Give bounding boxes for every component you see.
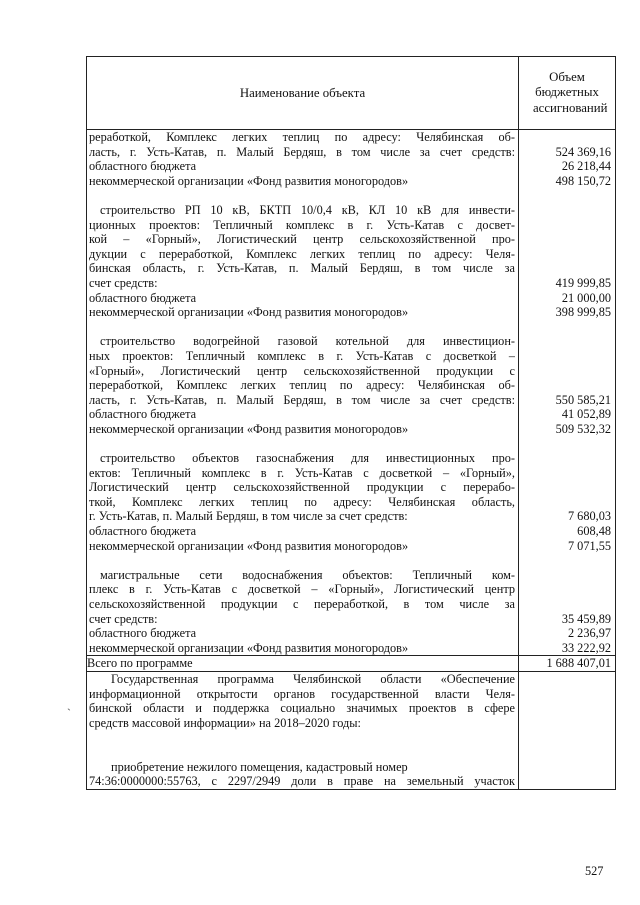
budget-amount: 524 369,16	[555, 144, 611, 159]
budget-amount: 2 236,97	[567, 626, 611, 641]
table-row-total	[87, 656, 616, 672]
object-description-line: областного бюджета	[89, 524, 197, 539]
amount-spacer	[521, 203, 611, 218]
section-gap	[521, 553, 611, 568]
object-description-line: строительство объектов газоснабжения для инвестиционных про-	[100, 451, 515, 466]
page-number: 527	[585, 864, 604, 878]
object-description-line: приобретение нежилого помещения, кадастровый номер	[111, 759, 408, 774]
amount-spacer	[521, 261, 611, 276]
budget-table	[86, 56, 616, 790]
header-budget-amount-text: Объем бюджетных ассигнований	[533, 69, 608, 115]
object-description-line: строительство РП 10 кВ, БКТП 10/0,4 кВ, КЛ 10 кВ для инвести-	[100, 202, 515, 217]
budget-amount: 398 999,85	[555, 305, 611, 320]
amount-spacer	[521, 597, 611, 612]
program-title-line: Государственная программа Челябинской области «Обеспечение	[111, 671, 515, 686]
next-program-amount-cell	[519, 671, 616, 789]
object-description-line: ектов: Тепличный комплекс в г. Усть-Катав с досветкой – «Горный»,	[89, 465, 515, 480]
budget-amount: 498 150,72	[555, 173, 611, 188]
amount-spacer	[521, 451, 611, 466]
object-description-line: областного бюджета	[89, 407, 197, 422]
amount-spacer	[521, 218, 611, 233]
program-title-line: информационной открытости органов государственной власти Челя-	[89, 686, 515, 701]
section-gap	[89, 436, 515, 451]
object-description-line: Логистический центр сельскохозяйственной продукции с перерабо-	[89, 480, 515, 495]
object-description-line: областного бюджета	[89, 290, 197, 305]
budget-amount: 26 218,44	[561, 159, 611, 174]
object-description-line: ных проектов: Тепличный комплекс в г. Усть-Катав с досветкой –	[89, 348, 515, 363]
section-gap	[89, 320, 515, 335]
header-budget-amount	[519, 57, 616, 130]
section-gap	[521, 320, 611, 335]
budget-amount: 41 052,89	[561, 407, 611, 422]
section-gap	[89, 553, 515, 568]
object-description-line: дукции с переработкой, Комплекс легких теплиц по адресу: Челя-	[89, 246, 515, 261]
object-description-line: некоммерческой организации «Фонд развития моногородов»	[89, 305, 409, 320]
object-description-line: кой – «Горный», Логистический центр сельскохозяйственной про-	[89, 232, 515, 247]
table-row-main	[87, 130, 616, 656]
object-description-line: ционных проектов: Тепличный комплекс в г. Усть-Катав с досвет-	[89, 217, 515, 232]
object-description-line: счет средств:	[89, 275, 158, 290]
object-description-line: «Горный», Логистический центр сельскохозяйственной продукции с	[89, 363, 515, 378]
object-description-line: плекс в г. Усть-Катав с досветкой – «Горный», Логистический центр	[89, 582, 515, 597]
object-description-line: сельскохозяйственной продукции с переработкой, в том числе за	[89, 597, 515, 611]
object-description-line: областного бюджета	[89, 159, 197, 174]
object-description-line: ласть, г. Усть-Катав, п. Малый Бердяш, в том числе за счет средств:	[89, 392, 515, 407]
objects-description-cell	[87, 130, 519, 656]
amount-spacer	[521, 466, 611, 481]
amount-spacer	[521, 334, 611, 349]
object-description-line: ласть, г. Усть-Катав, п. Малый Бердяш, в том числе за счет средств:	[89, 144, 515, 159]
object-description-line: г. Усть-Катав, п. Малый Бердяш, в том числе за счет средств:	[89, 509, 408, 524]
amount-spacer	[521, 480, 611, 495]
object-description-line: областного бюджета	[89, 626, 197, 641]
budget-amount: 419 999,85	[555, 275, 611, 290]
object-description-line: реработкой, Комплекс легких теплиц по адресу: Челябинская об-	[89, 130, 515, 144]
object-description-line: некоммерческой организации «Фонд развития моногородов»	[89, 421, 409, 436]
amount-spacer	[521, 247, 611, 262]
scan-stray-mark: `	[67, 706, 71, 720]
budget-amount: 35 459,89	[561, 611, 611, 626]
objects-amounts-cell	[519, 130, 616, 656]
section-gap	[521, 188, 611, 203]
budget-amount: 509 532,32	[555, 421, 611, 436]
amount-spacer	[521, 378, 611, 393]
budget-amount: 550 585,21	[555, 392, 611, 407]
object-description-line: 74:36:0000000:55763, с 2297/2949 доли в праве на земельный участок	[89, 774, 515, 789]
object-description-line: некоммерческой организации «Фонд развития моногородов»	[89, 173, 409, 188]
header-object-name: Наименование объекта	[87, 57, 519, 130]
table-row-next-program	[87, 671, 616, 789]
amount-spacer	[521, 349, 611, 364]
object-description-line: магистральные сети водоснабжения объектов: Тепличный ком-	[100, 567, 515, 582]
section-gap	[89, 745, 515, 760]
object-description-line: некоммерческой организации «Фонд развития моногородов»	[89, 538, 409, 553]
table-header-row	[87, 57, 616, 130]
budget-amount: 7 680,03	[567, 509, 611, 524]
budget-amount: 7 071,55	[567, 538, 611, 553]
section-gap	[89, 188, 515, 203]
section-gap	[89, 730, 515, 745]
budget-amount: 33 222,92	[561, 640, 611, 655]
amount-spacer	[521, 582, 611, 597]
program-title-line: средств массовой информации» на 2018–2020 годы:	[89, 715, 361, 730]
total-label: Всего по программе	[87, 656, 519, 672]
amount-spacer	[521, 232, 611, 247]
section-gap	[521, 436, 611, 451]
object-description-line: ткой, Комплекс легких теплиц по адресу: Челябинская область,	[89, 494, 515, 509]
total-amount: 1 688 407,01	[519, 656, 616, 672]
amount-spacer	[521, 364, 611, 379]
amount-spacer	[521, 495, 611, 510]
next-program-description-cell	[87, 671, 519, 789]
object-description-line: бинская область, г. Усть-Катав, п. Малый Бердяш, в том числе за	[89, 261, 515, 276]
program-title-line: бинской области и поддержка социально значимых проектов в сфере	[89, 701, 515, 716]
amount-spacer	[521, 130, 611, 145]
object-description-line: счет средств:	[89, 611, 158, 626]
budget-amount: 21 000,00	[561, 290, 611, 305]
amount-spacer	[521, 568, 611, 583]
object-description-line: переработкой, Комплекс легких теплиц по адресу: Челябинская об-	[89, 378, 515, 393]
object-description-line: некоммерческой организации «Фонд развития моногородов»	[89, 640, 409, 655]
object-description-line: строительство водогрейной газовой котельной для инвестицион-	[100, 334, 515, 349]
budget-amount: 608,48	[577, 524, 611, 539]
